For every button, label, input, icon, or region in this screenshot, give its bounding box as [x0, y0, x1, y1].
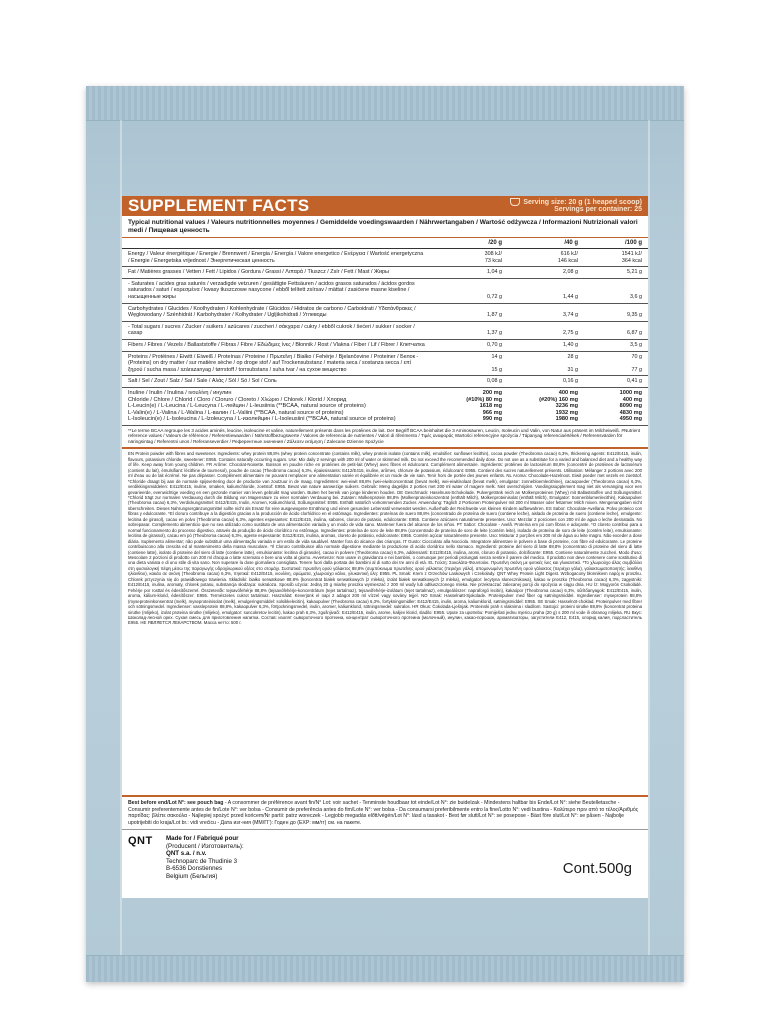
nutrient-row [122, 279, 648, 304]
nutrient-label: - Saturates / acides gras saturés / verzadigde vetzuren / gesättigte Fettsäuren / acidos grasos saturados / ácidos gordos saturados / saturi / κορεσμένα / kwasy tłuszczowe nasycone / ebből telített zsírsav / mättat / zasićene masne kiseline / насыщенные жиры [128, 280, 415, 300]
amino-label: L-Isoleucin(e) / L-Isoleucina / L-Izoleucyna / L-изолейцин / L-Isoleusiini (**BCAA, natural source of proteins) [128, 416, 396, 423]
pouch-top-seal [86, 86, 684, 121]
nutrient-value-v20: 1,37 g [487, 330, 502, 337]
amino-table [122, 388, 648, 426]
nutrient-value-v20: 0,70 g [487, 341, 502, 348]
qnt-logo: QNT [128, 835, 153, 847]
nutrient-label: Energy / Valeur énergétique / Energie / Brennwert / Energia / Energía / Valore energetico / Ενέργεια / Wartość energetyczna / Energie / Energetska vrijednost / Энергетическая ценность [128, 251, 424, 264]
servings-per-container: Servings per container: 25 [554, 206, 642, 214]
amino-row [122, 416, 648, 423]
nutrient-value-v40: 616 kJ/ 146 kcal [557, 251, 578, 264]
nutrient-row [122, 304, 648, 322]
column-20g: /20 g [488, 240, 502, 246]
nutrient-value-v20: 14 g 15 g [491, 353, 502, 373]
company-name: QNT s.a. / n.v. [166, 850, 207, 858]
amino-label: L-Valin(e) / L-Valina / L-Walina / L-валин / L-Valiini (**BCAA, natural source of proteins) [128, 409, 344, 416]
nutrient-label: Fibers / Fibres / Vezels / Ballaststoffe / Fibras / Fibre / Εδώδιμες ίνες / Błonnik / Rost / Vlakna / Fiber / Lif / Fibrer / Клетчатка [128, 341, 425, 348]
amino-value-v40: 1932 mg [555, 409, 578, 416]
pouch-right-crease [648, 120, 650, 956]
nutrient-value-v100: 0,41 g [627, 378, 642, 385]
amino-value-v100: 4830 mg [619, 409, 642, 416]
supplement-label [122, 196, 648, 898]
nutrient-value-v40: 2,08 g [563, 269, 578, 276]
net-content: Cont.500g [562, 860, 632, 877]
nutrient-value-v100: 1541 kJ/ 364 kcal [621, 251, 642, 264]
nutrient-value-v100: 6,87 g [627, 330, 642, 337]
nutrient-value-v20: 0,08 g [487, 378, 502, 385]
scoop-icon [510, 198, 520, 206]
amino-value-v20: 1618 mg [479, 403, 502, 410]
amino-label: L-Leucin(e) / L-Leucina / L-Leucyna / L-лейцин / L-leusiinia (**BCAA, natural source of proteins) [128, 403, 366, 410]
supplement-facts-header [122, 196, 648, 216]
nutrient-value-v20: 1,04 g [487, 269, 502, 276]
typical-values-heading: Typical nutritional values / Valeurs nutritionnelles moyennes / Gemiddelde voedingswaarden / Nährwertangaben / Wartość odżywcza / Informazioni Nutrizionali valori medi / Пищевая ценность [122, 216, 648, 238]
nutrient-value-v40: 28 g 31 g [567, 353, 578, 373]
amino-value-v20: 990 mg [482, 416, 502, 423]
column-100g: /100 g [624, 240, 642, 246]
nutrient-value-v40: 1,40 g [563, 341, 578, 348]
address-line-2: B-6536 Donstiennes [166, 865, 223, 873]
nutrient-row [122, 249, 648, 267]
supplement-facts-title: SUPPLEMENT FACTS [128, 196, 310, 215]
amino-value-v100: 8090 mg [619, 403, 642, 410]
amino-value-v20: (#10%) 80 mg [466, 396, 502, 403]
nutrient-value-v100: 9,35 g [627, 312, 642, 319]
amino-value-v100: 400 mg [622, 396, 642, 403]
amino-value-v100: 4950 mg [619, 416, 642, 423]
pouch-bottom-seal [86, 955, 684, 982]
nutrient-label: Proteins / Protéines / Eiwitt / Eiweiß / Proteínas / Proteine / Πρωτεΐνη / Białko / Fehérje / Bjelančevine / Proteiner / Белок - (Proteins) on dry matter / sur matière sèche / op droge stof / auf Trockensubstanz / materia seca / sostanza secca / επί ξηρού / sucha masa / szárazanyag / tørrstoff / torrsubstans / suha tvar / на сухое вещество [128, 353, 419, 373]
nutrient-value-v20: 1,87 g [487, 312, 502, 319]
nutrient-row [122, 340, 648, 352]
amino-value-v40: 400 mg [558, 389, 578, 396]
nutrient-label: - Total sugars / sucres / Zucker / suikers / azúcares / zuccheri / σάκχαρα / cukry / ebből cukrok / šećeri / sukker / socker / сахар [128, 323, 415, 337]
column-40g: /40 g [564, 240, 578, 246]
serving-info [510, 198, 642, 215]
manufacturer-block [122, 830, 648, 898]
ingredients-text: EN Protein powder with fibres and sweetener. Ingredients: whey protein 88,8% (whey protein concentrate (contains milk), whey protein isolate (contains milk), emulsifier: sunflower lecithin), cocoa powder (Theobroma cacao) 6,3%, thickening agents: E412/E415, inulin, flavours, potassium chloride, sweetener: E955. Contains naturally occurring sugars. Use: Mix daily 2 servings with 200 ml of water or skimmed milk. Do not exceed the recommended daily dose. Do not use as a substitute for a varied and balanced diet and a healthy way of life. Keep away from young children. FR Arôme: Chocolat-Noisette. Boisson en poudre riche en protéines de petit-lait (Whey) avec fibres et édulcorant. Complément alimentaire. Ingrédients: protéines de lactosérum 88,8% (concentré de protéines de lactosérum (contient du lait), émulsifiant: lécithine de tournesol), poudre de cacao (Theobroma cacao) 6,3%, épaississants: E412/E415, inuline, arômes, chlorure de potassium, édulcorant: E955. Contient des sucres naturellement présents. Utilisation: Mélanger 2 portions avec 200 ml d'eau ou de lait écrémé. Ne pas dépasser. Complément alimentaire ne pouvant remplacer une alimentation variée et équilibrée et un mode de vie sain. Tenir hors de portée des jeunes enfants. NL Aroma: Chocolade-Hazelnoot. Eiwit poeder met vezels en zoetstof. *Chloride draagt bij aan de normale spijsvertering door de productie van zoutzuur in de maag. Ingrediënten: wei-eiwit 88,8% (wei-eiwitconcentraat (bevat melk), wei-eiwitisolaat (bevat melk), emulgator: zonnebloemlecithine), cacaopoeder (Theobroma cacao) 6,3%, verdikkingsmiddelen: E412/E415, inuline, smaken, kaliumchloride, zoetstof: E955. Bevat van nature aanwezige suikers. Gebruik: Meng dagelijks 2 porties met 200 ml water of magere melk. Niet overschrijden. Voedingssupplement mag niet als vervanging voor een gevarieerde, evenwichtige voeding en een gezonde manier van leven gebruikt mag worden. Buiten het bereik van jonge kinderen houden. DE Geschmack: Haselnuss-Schokolade. Pulvergetränk reich an Molkenproteinen (Whey) mit Ballaststoffen und Süßungsmittel. *Chlorid trägt zur normalen Verdauung durch die Bildung von Magensäure zu einer normalen Verdauung bei. Zutaten: Molkenprotein 88,8% (Molkenproteinkonzentrat (enthält Milch), Molkenproteinisolat (enthält Milch), Emulgator: Sonnenblumenlecithin), Kakaopulver (Theobroma cacao) 6,3%, Verdickungsmittel: E412/E415, Inulin, Aromen, Kaliumchlorid, Süßungsmittel: E955. Enthält natürlich vorkommenden Zucker. Anwendung: Täglich 2 Portionen Proteinpulver mit 200 ml Wasser oder fettarmer Milch mixen. Mengenangaben nicht überschreiten. Dieses Nahrungsergänzungsmittel sollte nicht als Ersatz für eine ausgewogene Ernährung und einen gesunden Lebensstil verwendet werden. Außerhalb der Reichweite von kleinen Kindern aufbewahren. ES Sabor: Chocolate-Avellana. Polvo proteico con fibras y edulcorante. *El cloruro contribuye a la digestión gracias a la producción de ácido clorhídrico en el estómago. Ingredientes: proteínas de suero 88,8% (concentrado de proteína de suero (contiene leche), aislado de proteína de suero (contiene leche), emulgente: lecitina de girasol), cacao en polvo (Theobroma cacao) 6,3%, agentes espesantes: E412/E415, inulina, sabores, cloruro de potasio, edulcorante: E955. Contiene azúcares naturalmente presentes. Uso: Mezclar 2 porciones con 200 ml de agua o leche desnatada. No sobrepasar. Complemento alimenticio que no sea utilizado como sustituto de una alimentación variada y un modo de vida sano. Mantener fuera del alcance de los niños. PT Sabor: Chocolate - Avelã. Proteína em pó com fibras e adoçante. *O cloreto contribui para a normal funcionamento do processo digestivo, através da produção de ácido clorídrico no estômago. Ingredientes: proteína de soro de leite 88,8% (concentrado de proteína de soro de leite (contém leite), isolado de proteína de soro de leite (contém leite), emulsionante: lecitina de girassol), cacau em pó (Theobroma cacao) 6,3%, agente espessante: E412/E415, inulina, aromas, cloreto de potássio, edulcorante: E955. Contém açúcar naturalmente presente. Uso: Misturar 2 porções em 200 ml de água ou leite magro. Não exceder a dose diária. Suplemento alimentar; não pode substituir uma alimentação variada e um estilo de vida saudável. Manter fora do alcance das crianças. IT Gusto: Cioccolato alla Nocciola. Integratore alimentare in polvere a base di proteine, con fibre ed edulcorante. Le proteine contribuiscono alla crescita ed al mantenimento della massa muscolare. *Il Cloruro contribuisce alla normale digestione mediante la produzione di acido cloridrico nello stomaco. Ingredienti: proteine del siero di latte 88,8% (concentrato di proteine del siero di latte (contiene latte), isolato di proteine del siero di latte (contiene latte), emulsionante: lecitina di girasole), cacao in polvere (Theobroma cacao) 6,3%, addensanti: E412/E415, inulina, aromi, cloruro di potassio, dolcificante: E955. Contiene naturalmente zuccheri. Modo d'uso: Mescolare 2 porzioni di prodotto con 200 ml d'acqua o latte scremato e bere una volta al giorno. Avvertenze: Non usare in gravidanza e nei bambini, o comunque per periodi prolungati senza sentire il parere del medico. Il prodotto non deve contenere come sostitutivo di una dieta variata e di uno stile di vita sano. Non superare la dose giornaliera consigliata. Tenere fuori dalla portata dei bambini al di sotto dei tre anni di età. EL Γεύση: Σοκολάτα-Φουντούκι. Πρωτεΐνη σκόνη με φυτικές ίνες και γλυκαντικό. *Το χλωριούχο άλας συμβάλλει στη φυσιολογική πέψη μέσω της παραγωγής υδροχλωρικού οξέος στο στομάχι. Συστατικά: πρωτεΐνη ορού γάλακτος 88,8% (συμπύκνωμα πρωτεΐνης ορού γάλακτος (περιέχει γάλα), απομονωμένη πρωτεΐνη ορού γάλακτος (περιέχει γάλα), γαλακτωματοποιητής: λεκιθίνη ηλίανθου), κακάο σε σκόνη (Theobroma cacao) 6,3%, πηκτικά: E412/E415, ινουλίνη, αρώματα, χλωριούχο κάλιο, γλυκαντική ύλη: E955. PL Smak: Krem z Orzechów Laskowych i Czekolady. QNT Whey Protein Light Digest. Wzbogacony błonnikiem napój w proszku. Chlorek przyczynia się do prawidłowego trawienia. Składniki: białko serwatkowe 88,8% (koncentrat białek serwatkowych (z mleka), izolat białek serwatkowych (z mleka), emulgator: lecytyna słonecznikowa), kakao w proszku (Theobroma cacao) 6,3%, zagęstniki: E412/E415, inulina, aromaty, chlorek potasu, substancja słodząca: sukraloza. Sposób użycia: Jedną 20 g miarkę proszku wymieszać z 200 ml wody lub odtłuszczonego mleka. Nie przekraczać zalecanej porcji do spożycia w ciągu dnia. HU Íz: Mogyorós Csokoládé. Fehérje por rosttal és édesítőszerrel. Összetevők: tejsavófehérje 88,8% (tejsavófehérje-koncentrátum (tejet tartalmaz), tejsavófehérje-izolátum (tejet tartalmaz), emulgeálószer: napraforgó lecitin), kakaópor (Theobroma cacao) 6,3%, sűrítőanyagok: E412/E415, inulin, aroma, kálium-klorid, édesítőszer: E955. Természetes cukrot tartalmaz. Használat: Keverjünk el napi 2 adagot 200 ml vízzel vagy sovány tejjel. NO Smak: Hasselnøtt-Sjokolade. Proteinpulver med fiber og søtningsmiddel. Ingredienser: myseprotein 88,8% (myseproteinkonsentrat (melk), myseproteinisolat (melk), emulgeringsmiddel: solsikkelecitin), kakaopulver (Theobroma cacao) 6,3%, fortykningsmidler: E412/E415, inulin, aroma, kaliumklorid, søtningsmiddel: E955. SE Smak: Hasselnöt-choklad. Proteinpulver med fibrer och sötningsmedel. Ingredienser: vassleprotein 88,8%, kakaopulver 6,3%, förtjockningsmedel, inulin, aromer, kaliumklorid, sötningsmedel: sukralos. HR Okus: Čokolada-Lješnjak. Proteinski prah s vlaknima i sladilom. Sastojci: proteini sirutke 88,8% (koncentrat proteina sirutke (mlijeko), izolat proteina sirutke (mlijeko), emulgator: suncokretov lecitin), kakao prah 6,3%, zgušnjivači: E412/E415, inulin, arome, kalijev klorid, sladilo: E955. Upute za upotrebu: Pomiješati jednu mjericu praha (20 g) s 200 ml vode ili obranog mlijeka. RU Вкус: Шоколад-лесной орех. Сухая смесь для приготовления напитка. Состав: изолят сывороточного протеина, концентрат сывороточного протеина (молочный), инулин, какао-порошок, ароматизаторы, загустители E412, E415, хлорид калия, подсластитель E955. НЕ ЯВЛЯЕТСЯ ЛЕКАРСТВОМ. Масса нетто: 500 г. [122, 449, 648, 797]
amino-value-v100: 1000 mg [619, 389, 642, 396]
nutrient-label: Salt / Sel / Zout / Salz / Sal / Sale / Αλάς / Sól / Só / Sol / Соль [128, 378, 277, 385]
best-before-lead: Best before end/Lot N°: see pouch bag [128, 800, 224, 807]
nutrient-value-v100: 5,21 g [627, 269, 642, 276]
amino-label: Inuline / Inulin / Inulina / ινουλίνη / инулин [128, 389, 232, 396]
manufacturer-address [166, 835, 244, 881]
best-before-body: - A consommer de préférence avant fin/N° Lot: voir sachet - Tenminste houdbaar tot einde/Lot N°: zie buidelzak - Mindestens haltbar bis Ende/Lot N°: siehe Beutelletasche - Consumir preferentemente antes de fin/Lote N°: ver bolsa - Consumir de preferência antes do fim/Lote N°: ver bolsa - Da consumarsi preferibilmente entro la fine/Lotto N°: vedi bustina - Καλύτερο πριν από το τέλος/Αριθμός παρτίδας: βλέπε σακούλα - Najlepiej spożyć przed końcem/Nr partii: patrz woreczek - Legjobb megadás előtt/végén/Lot N°: lásd a tasakot - Best før slutt/Lot N°: se posepose - Bäst före slut/Lot N°: se påsen - Najbolje upotrijebiti do kraja/Lot br.: vidi vrećicu - Дата изг-ния (ММ/ГГ): Годен до (EXP: мм/гг) см. на пакете. [128, 800, 639, 826]
producer-label: (Producent / Изготовитель): [166, 842, 244, 850]
nutrient-table [122, 249, 648, 388]
address-country: Belgium (Бельгия) [166, 872, 218, 880]
amino-value-v40: (#20%) 160 mg [539, 396, 578, 403]
nutrient-value-v40: 2,75 g [563, 330, 578, 337]
nutrient-value-v20: 308 kJ/ 73 kcal [484, 251, 502, 264]
nutrient-row [122, 376, 648, 388]
made-for-label: Made for / Fabriqué pour [166, 835, 239, 842]
amino-label: Chloride / Chlore / Chlorid / Cloro / Cloruro / Cloreto / Χλώριο / Chlorek / Klorid / Хлорид [128, 396, 347, 403]
serving-size: Serving size: 20 g (1 heaped scoop) [523, 198, 642, 206]
amino-row [122, 403, 648, 410]
nutrient-label: Carbohydrates / Glucides / Koolhydraten / Kohlenhydrate / Glúcidos / Hidratos de carbono / Carboidrati / Υδατάνθρακες / Węglowodany / Szénhidrát / Karbohydrater / Kolhydrater / Ugljikohidrati / Углеводы [128, 305, 416, 319]
nutrient-label: Fat / Matières grasses / Vetten / Fett / Lipidos / Gordura / Grassi / Λιπαρά / Tłuszcz / Zsír / Fett / Mast / Жиры [128, 269, 389, 276]
amino-value-v20: 200 mg [482, 389, 502, 396]
nutrient-value-v100: 3,6 g [630, 293, 642, 300]
best-before-text [122, 797, 648, 830]
nutrient-row [122, 352, 648, 377]
nutrient-value-v100: 70 g 77 g [631, 353, 642, 373]
nutrient-value-v40: 1,44 g [563, 293, 578, 300]
amino-value-v40: 1980 mg [555, 416, 578, 423]
nutrient-value-v20: 0,72 g [487, 293, 502, 300]
column-headers [122, 238, 648, 249]
nutrient-value-v100: 3,5 g [630, 341, 642, 348]
nutrient-row [122, 322, 648, 340]
nutrient-value-v40: 0,16 g [563, 378, 578, 385]
address-line-1: Technoparc de Thudinie 3 [166, 857, 238, 865]
amino-value-v20: 966 mg [482, 409, 502, 416]
footnote: **Le terme BCAA regroupe les 3 acides aminés, leucine, isoleucine et valine, naturellement présents dans les protéines de lait. Der Begriff BCAA beinhaltet die 3 Aminosäuren, Leucin, Isoleucin und Valin, von Natur aus präsent im Milcheiweiß. #Nutrient reference values / Valeurs de référence / Referentiewaarden / Nährstoffbezugswerte / Valores de referencia de nutrientes / Valori di riferimento / Τιμές αναφοράς Wartości referencyjne spożycia / Tápanyag referenciaértékek / Referensvärden för näringsintag / Referentni unos / Referanseverdier / Референтные значения / Ζάλεσεν εκτίμηση / Zalecane Dzienne Spożycie [122, 426, 648, 450]
nutrient-row [122, 267, 648, 279]
amino-row [122, 390, 648, 397]
nutrient-value-v40: 3,74 g [563, 312, 578, 319]
amino-value-v40: 3236 mg [555, 403, 578, 410]
